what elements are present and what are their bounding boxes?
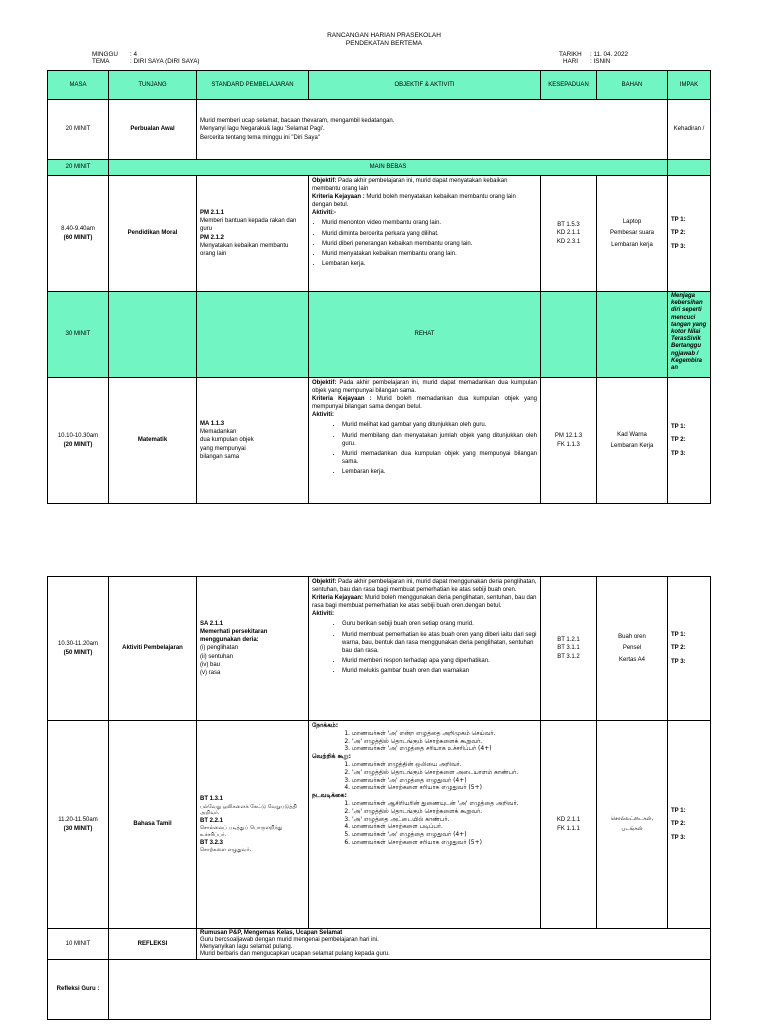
masa-minit: (20 MINIT) <box>63 441 93 448</box>
list-item: 1. மாணவர்கள் 'அ' என்ற எழுத்தை அறிமுகம் செய்வர். <box>352 730 537 738</box>
aktiviti-label: Aktiviti:- <box>312 210 336 217</box>
bahan-cell <box>597 378 668 504</box>
masa-time: 10.30-11.20am <box>58 641 98 648</box>
kesepaduan-cell <box>541 721 597 929</box>
objektif-cell <box>309 577 541 721</box>
objektif-cell <box>309 176 541 292</box>
kesepaduan-cell <box>541 577 597 721</box>
activity-cell <box>197 100 668 160</box>
masa-cell <box>48 176 109 292</box>
minggu-label: MINGGU <box>92 51 118 58</box>
kesepaduan-item: KD 2.1.1 <box>556 817 581 824</box>
refleksi-guru-entry <box>109 959 711 1019</box>
masa-minit: (50 MINIT) <box>63 649 93 656</box>
bahan-cell <box>597 292 668 378</box>
sp-code: BT 3.2.3 <box>200 839 224 846</box>
sp-text: Memberi bantuan kepada rakan dan guru <box>200 218 297 233</box>
tamil-heading: நடவடிக்கை: <box>312 792 347 800</box>
sp-code: MA 1.1.3 <box>200 421 225 428</box>
bahan-item: Kertas A4 <box>618 656 645 663</box>
bahan-item: Pembesar suara <box>609 230 655 237</box>
tema-value: : DIRI SAYA (DIRI SAYA) <box>130 58 200 65</box>
bahan-item: Buah oren <box>618 634 646 641</box>
sp-text: பல்வேறு ஒலிகளைக் கேட்டு வேறுபடுத்தி அறிவர். <box>200 803 297 817</box>
masa-cell: 30 MINIT <box>48 292 109 378</box>
impak-cell <box>668 721 711 929</box>
sp-text: சொற்களை எழுதுவர். <box>200 846 252 853</box>
masa-cell <box>48 721 109 929</box>
list-item: • Murid melukis gambar buah oren dan warnakan <box>342 667 537 675</box>
kesepaduan-item: FK 1.1.1 <box>557 825 580 832</box>
aktiviti-list <box>312 421 537 476</box>
doc-subtitle: PENDEKATAN BERTEMA <box>345 40 423 47</box>
refleksi-title: Rumusan P&P, Mengemas Kelas, Ucapan Selamat <box>200 930 343 936</box>
list-item: 2. 'அ' எழுத்தில் தொடங்கும் சொற்களை அடையாளம் காண்பர். <box>352 769 537 777</box>
kriteria-text: Murid boleh memadankan dua kumpulan objek yang mempunyai bilangan sama dengan betul. <box>312 396 537 411</box>
tamil-list <box>312 800 537 847</box>
list-item: • Lembaran kerja. <box>342 468 537 476</box>
kesepaduan-item: KD 2.3.1 <box>556 238 581 245</box>
list-item: • Lembaran kerja. <box>322 260 537 268</box>
aktiviti-list <box>312 620 537 675</box>
col-header-kesepaduan: KESEPADUAN <box>541 71 597 100</box>
hari-value: : ISNIN <box>590 58 611 65</box>
tunjang-cell: Aktiviti Pembelajaran <box>109 577 197 721</box>
standard-cell <box>197 176 309 292</box>
masa-cell <box>48 577 109 721</box>
table-row-matematik <box>48 378 711 504</box>
sp-text: yang mempunyai <box>200 445 246 452</box>
tp-label: TP 1: <box>671 217 686 224</box>
tamil-list <box>312 730 537 753</box>
sp-list-item: (v) rasa <box>200 669 221 676</box>
kriteria-label: Kriteria Kejayaan: <box>312 595 364 602</box>
table-row-main-bebas <box>48 160 711 176</box>
sp-text: சொல்லைப் படித்துப் பொருளறிந்து உச்சரிப்பர். <box>200 825 283 838</box>
tunjang-cell: Pendidikan Moral <box>109 176 197 292</box>
objektif-label: Objektif: <box>312 178 337 184</box>
table-row-refleksi-guru <box>48 959 711 1019</box>
tp-label: TP 2: <box>671 645 686 652</box>
tp-label: TP 1: <box>671 424 686 431</box>
bahan-item: படங்கள் <box>621 826 643 832</box>
lesson-plan-table-page2 <box>47 576 711 1020</box>
masa-time: 11.20-11.50am <box>58 817 98 824</box>
tp-label: TP 3: <box>671 834 686 841</box>
list-item: • Murid menonton video membantu orang lain. <box>322 219 537 227</box>
list-item: • Murid melihat kad gambar yang ditunjukkan oleh guru. <box>342 421 537 429</box>
sp-text: Memadankan <box>200 429 237 436</box>
list-item: • Murid diberi penerangan kebaikan membantu orang lain. <box>322 240 537 248</box>
table-row-aktiviti <box>48 577 711 721</box>
table-row-moral <box>48 176 711 292</box>
refleksi-line: Menyanyikan lagu selamat pulang. <box>200 943 293 950</box>
tp-label: TP 2: <box>671 821 686 828</box>
refleksi-line: Guru bercsoaljawab dengan murid mengenai pembelajaran hari ini. <box>200 936 379 943</box>
tarikh-value: : 11. 04. 2022 <box>590 51 629 58</box>
list-item: 5. மாணவர்கள் 'அ' எழுத்தை எழுதுவர் (4+) <box>352 831 537 839</box>
aktiviti-label: Aktiviti: <box>312 412 335 419</box>
tunjang-cell: Matematik <box>109 378 197 504</box>
impak-cell: Menjaga kebersihan diri seperti mencuci tangan yang kotor Nilai TerasSivik Bertanggu ngjawab / Kegembira an <box>668 292 711 378</box>
sp-text: dua kumpulan objek <box>200 437 254 444</box>
kesepaduan-item: PM 12.1.3 <box>554 433 583 440</box>
impak-cell <box>668 176 711 292</box>
masa-time: 8.40-9.40am <box>61 226 95 233</box>
kesepaduan-cell <box>541 292 597 378</box>
sp-code: BT 2.2.1 <box>200 818 224 825</box>
objektif-label: Objektif: <box>312 579 337 585</box>
list-item: 1. மாணவர்கள் எழுத்தின் ஒலியை அறிவர். <box>352 761 537 769</box>
table-row-tamil <box>48 721 711 929</box>
list-item: 1. மாணவர்கள் ஆசிரியரின் துணையுடன் 'அ' எழுத்தை அறிவர். <box>352 800 537 808</box>
lesson-plan-table-page1 <box>47 70 711 504</box>
list-item: • Murid membuat pemerhatian ke atas buah oren yang diberi iaitu dari segi warna, bau, bentuk dan rasa menggunakan deria penglihatan, sentuhan bau dan rasa. <box>342 631 537 655</box>
list-item: 4. மாணவர்கள் சொற்களை படிப்பர். <box>352 823 537 831</box>
masa-minit: (30 MINIT) <box>63 825 93 832</box>
tema-label: TEMA <box>92 58 110 65</box>
list-item: 2. 'அ' எழுத்தில் தொடங்கும் சொற்களைக் கூறுவர். <box>352 738 537 746</box>
standard-cell <box>197 721 309 929</box>
list-item: • Murid membilang dan menyatakan jumlah objek yang ditunjukkan oleh guru. <box>342 432 537 448</box>
perbualan-line1: Murid memberi ucap selamat, bacaan thevaram, mengambil kedatangan. <box>200 118 395 125</box>
bahan-cell <box>597 721 668 929</box>
tp-label: TP 3: <box>671 450 686 457</box>
list-item: 4. மாணவர்கள் சொற்களை சரியாக எழுதுவர் (5+) <box>352 784 537 792</box>
kesepaduan-item: FK 1.1.3 <box>557 441 580 448</box>
bahan-item: Lembaran kerja <box>611 241 653 248</box>
objektif-cell <box>309 721 541 929</box>
bahan-item: Kad Warna <box>617 431 647 438</box>
list-item: 2. 'அ' எழுத்தில் தொடங்கும் சொற்களைக் கூறுவர். <box>352 808 537 816</box>
objektif-text: Pada akhir pembelajaran ini, murid dapat menyatakan kebaikan membantu orang lain <box>312 178 508 193</box>
col-header-masa: MASA <box>48 71 109 100</box>
perbualan-line2: Menyanyi lagu Negaraku& lagu 'Selamat Pagi'. <box>200 126 325 133</box>
list-item: • Murid diminta bercerita perkara yang dilihat. <box>322 230 537 238</box>
perbualan-line3: Bercerita tentang tema minggu ini "Diri Saya" <box>200 134 320 141</box>
bahan-cell <box>597 577 668 721</box>
list-item: 6. மாணவர்கள் சொற்களை சரியாக எழுதுவர் (5+) <box>352 839 537 847</box>
kriteria-text: Murid boleh menyatakan kebaikan membantu orang lain dengan betul. <box>312 194 516 209</box>
kesepaduan-cell <box>541 176 597 292</box>
doc-title: RANCANGAN HARIAN PRASEKOLAH <box>327 32 441 39</box>
kesepaduan-cell <box>541 378 597 504</box>
list-item: • Murid memberi respon terhadap apa yang diperhatikan. <box>342 657 537 665</box>
refleksi-guru-label: Refleksi Guru : <box>48 959 109 1019</box>
tp-label: TP 1: <box>671 808 686 815</box>
objektif-label: Objektif: <box>312 380 337 386</box>
table-header-row <box>48 71 711 100</box>
tunjang-cell <box>109 292 197 378</box>
tamil-heading: வெற்றிக் கூறு: <box>312 753 352 761</box>
standard-cell <box>197 292 309 378</box>
list-item: 3. மாணவர்கள் 'அ' எழுத்தை சரியாக உச்சரிப்பர் (4+) <box>352 745 537 753</box>
kesepaduan-item: BT 1.2.1 <box>557 637 580 644</box>
kesepaduan-item: BT 3.1.1 <box>557 645 580 652</box>
sp-text: Menyatakan kebaikan membantu orang lain <box>200 242 289 257</box>
masa-cell: 10 MINIT <box>48 929 109 960</box>
objektif-text: Pada akhir pembelajaran ini, murid dapat memadankan dua kumpulan objek yang mempunyai bilangan sama. <box>312 380 538 395</box>
sp-code: BT 1.3.1 <box>200 796 224 803</box>
tp-label: TP 3: <box>671 658 686 665</box>
minggu-value: : 4 <box>130 51 138 58</box>
kesepaduan-item: BT 3.1.2 <box>557 653 580 660</box>
hari-label: HARI <box>563 58 579 65</box>
objektif-cell <box>309 378 541 504</box>
table-row-rehat <box>48 292 711 378</box>
aktiviti-label: Aktiviti: <box>312 611 335 618</box>
tamil-list <box>312 761 537 792</box>
list-item: • Murid memadankan dua kumpulan objek yang mempunyai bilangan sama. <box>342 450 537 466</box>
masa-cell: 20 MINIT <box>48 100 109 160</box>
bahan-item: Pensel <box>622 645 642 652</box>
kriteria-label: Kriteria Kejayaan : <box>312 396 372 403</box>
tunjang-cell: Perbualan Awal <box>109 100 197 160</box>
sp-title: Memerhati persekitaran menggunakan deria: <box>200 629 268 644</box>
bahan-item: Lembaran Kerja <box>610 443 654 449</box>
tamil-heading: நோக்கம்: <box>312 722 339 729</box>
sp-text: bilangan sama <box>200 453 240 460</box>
masa-minit: (60 MINIT) <box>63 234 93 241</box>
table-row-refleksi <box>48 929 711 960</box>
tp-label: TP 1: <box>671 632 686 639</box>
sp-list-item: (ii) sentuhan <box>200 653 234 660</box>
impak-cell: Kehadiran / <box>668 100 711 160</box>
list-item: 3. 'அ' எழுத்தை அட்டையில் காண்பர். <box>352 816 537 824</box>
col-header-impak: IMPAK <box>668 71 711 100</box>
bahan-item: சொல்லட்டைகள், <box>610 815 654 822</box>
refleksi-line: Murid berbaris dan mengucapkan ucapan selamat pulang kepada guru. <box>200 950 390 957</box>
kriteria-label: Kriteria Kejayaan : <box>312 194 365 201</box>
tp-label: TP 2: <box>671 437 686 444</box>
bahan-cell <box>597 176 668 292</box>
sp-code: PM 2.1.1 <box>200 210 225 217</box>
sp-list-item: (iv) bau <box>200 661 221 668</box>
refleksi-cell <box>197 929 711 960</box>
sp-code: PM 2.1.2 <box>200 234 225 241</box>
col-header-tunjang: TUNJANG <box>109 71 197 100</box>
bahan-item: Laptop <box>622 219 642 226</box>
impak-cell <box>668 160 711 176</box>
sp-code: SA 2.1.1 <box>200 621 224 628</box>
list-item: • Guru berikan sebiji buah oren setiap orang murid. <box>342 620 537 628</box>
sp-list-item: (i) penglihatan <box>200 645 239 652</box>
impak-cell <box>668 378 711 504</box>
masa-time: 10.10-10.30am <box>57 433 99 440</box>
rehat-label: REHAT <box>309 292 541 378</box>
masa-cell: 20 MINIT <box>48 160 109 176</box>
tp-label: TP 2: <box>671 230 686 237</box>
aktiviti-list <box>312 219 537 267</box>
col-header-standard: STANDARD PEMBELAJARAN <box>197 71 309 100</box>
main-bebas-label: MAIN BEBAS <box>109 160 668 176</box>
kesepaduan-item: KD 2.1.1 <box>556 230 581 237</box>
standard-cell <box>197 378 309 504</box>
standard-cell <box>197 577 309 721</box>
list-item: • Murid menyatakan kebaikan membantu orang lain. <box>322 250 537 258</box>
list-item: 3. மாணவர்கள் 'அ' எழுத்தை எழுதுவர் (4+) <box>352 777 537 785</box>
col-header-objektif: OBJEKTIF & AKTIVITI <box>309 71 541 100</box>
tunjang-cell: REFLEKSI <box>109 929 197 960</box>
tarikh-label: TARIKH <box>559 51 582 58</box>
tp-label: TP 3: <box>671 243 686 250</box>
objektif-text: Pada akhir pembelajaran ini, murid dapat menggunakan deria penglihatan, sentuhan, bau dan rasa bagi membuat pemerhatian ke atas sebiji buah oren. <box>312 579 537 594</box>
table-row-perbualan <box>48 100 711 160</box>
kriteria-text: Murid boleh menggunakan deria penglihatan, sentuhan, bau dan rasa bagi membuat pemerhatian ke atas sebiji buah oren.dengan betul. <box>312 595 537 610</box>
impak-cell <box>668 577 711 721</box>
tunjang-cell: Bahasa Tamil <box>109 721 197 929</box>
col-header-bahan: BAHAN <box>597 71 668 100</box>
masa-cell <box>48 378 109 504</box>
kesepaduan-item: BT 1.5.3 <box>557 222 580 229</box>
